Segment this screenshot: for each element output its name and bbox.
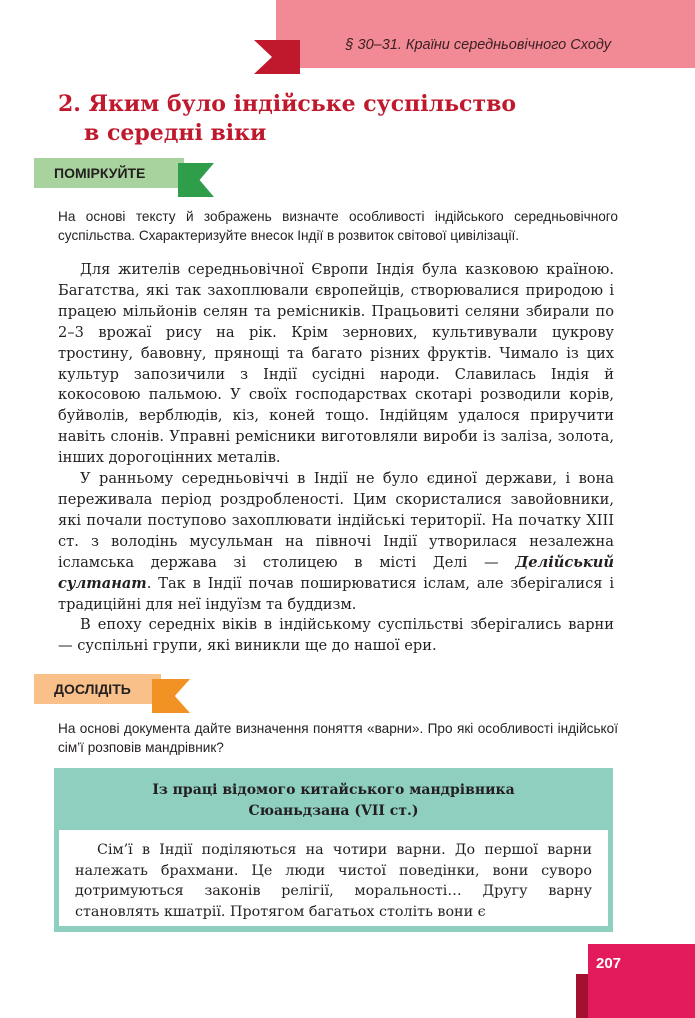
section-title-line2: в середні віки — [84, 120, 267, 146]
research-label: ДОСЛІДІТЬ — [54, 681, 131, 697]
think-ribbon-icon — [178, 163, 214, 197]
think-label: ПОМІРКУЙТЕ — [54, 165, 146, 181]
page-number-fold — [576, 974, 588, 1018]
page-number: 207 — [596, 955, 622, 972]
source-title — [54, 780, 613, 822]
paragraph-2-end: . Так в Індії почав поширюватися іслам, але зберігалися і традиційні для неї індуїзм та буддизм. — [58, 574, 614, 613]
section-title-line1: 2. Яким було індійське суспільство — [58, 91, 517, 117]
paragraph-2-start: У ранньому середньовіччі в Індії не було єдиної держави, і вона переживала період роздробленості. Цим скористалися завойовники, які почали поступово захоплювати індійські території. На початку XIII ст. з володінь мусульман на півночі Індії утворилася незалежна ісламська держава зі столицею в місті Делі — — [58, 470, 614, 571]
source-document-box — [54, 768, 613, 932]
research-label-tag — [34, 674, 161, 704]
main-text — [58, 260, 614, 657]
research-ribbon-icon — [152, 679, 190, 713]
source-title-line1: Із праці відомого китайського мандрівника — [152, 782, 515, 798]
source-title-line2: Сюаньдзана (VII ст.) — [248, 803, 419, 819]
chapter-header-title: § 30–31. Країни середньовічного Сходу — [345, 37, 611, 53]
header-ribbon-tail — [254, 40, 300, 74]
paragraph-2 — [58, 469, 614, 615]
source-text-panel — [59, 830, 608, 926]
section-title — [58, 90, 578, 148]
think-label-tag — [34, 158, 184, 188]
paragraph-3: В епоху середніх віків в індійському суспільстві зберігались варни — суспільні групи, які виникли ще до нашої ери. — [58, 616, 614, 655]
research-task-text: На основі документа дайте визначення поняття «варни». Про які особливості індійської сім’ї розповів мандрівник? — [58, 721, 618, 755]
paragraph-1: Для жителів середньовічної Європи Індія була казковою країною. Багатства, які так захоплювали європейців, створювалися природою і працею мільйонів селян та ремісників. Працьовиті селяни збирали по 2–3 врожаї рису на рік. Крім зернових, культивували цукрову тростину, бавовну, прянощі та багато різних фруктів. Чимало із цих культур запозичили з Індії сусідні народи. Славилась Індія й кокосовою пальмою. У своїх господарствах скотарі розводили корів, буйволів, верблюдів, кіз, коней тощо. Індійцям удалося приручити навіть слонів. Управні ремісники виготовляли вироби із заліза, золота, інших дорогоцінних металів. — [58, 261, 614, 467]
chapter-header-band — [276, 0, 695, 68]
source-text: Сім’ї в Індії поділяються на чотири варни. До першої варни належать брахмани. Це люди чистої поведінки, вони суворо дотримуються законів релігії, моральності… Другу варну становлять кшатрії. Протягом багатьох століть вони є — [75, 842, 592, 920]
key-term: Делійський султанат — [58, 553, 614, 592]
think-task-text: На основі тексту й зображень визначте особливості індійського середньовічного суспільства. Схарактеризуйте внесок Індії в розвиток світової цивілізації. — [58, 209, 618, 243]
